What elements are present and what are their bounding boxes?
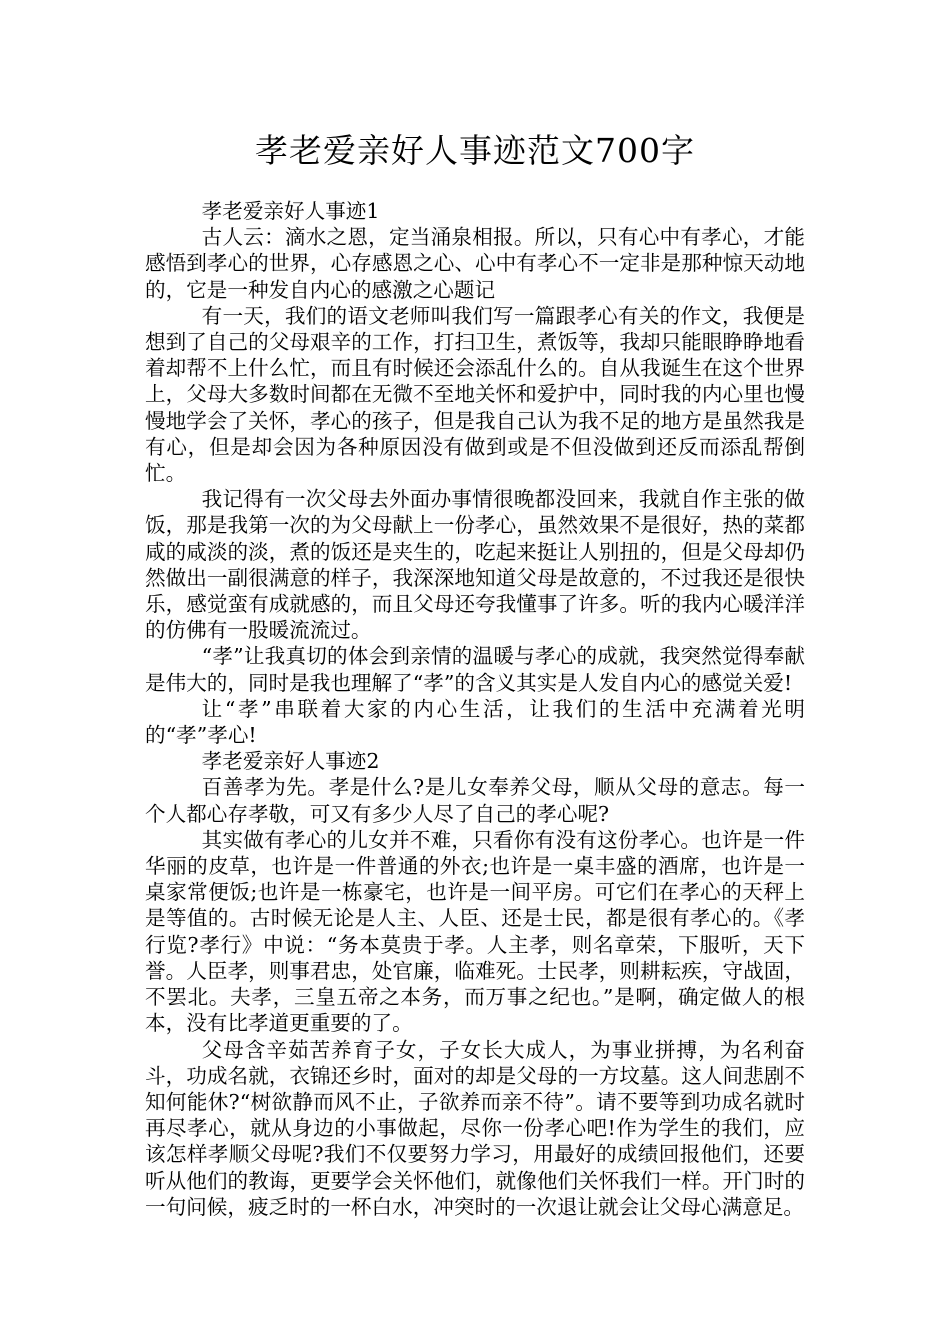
paragraph: 其实做有孝心的儿女并不难，只看你有没有这份孝心。也许是一件华丽的皮草，也许是一件普通的外衣;也许是一桌丰盛的酒席，也许是一桌家常便饭;也许是一栋豪宅，也许是一间平房。可它们在孝心的天秤上是等值的。古时候无论是人主、人臣、还是士民，都是很有孝心的。《孝行览?孝行》中说：“务本莫贵于孝。人主孝，则名章荣，下服听，天下誉。人臣孝，则事君忠，处官廉，临难死。士民孝，则耕耘疾，守战固，不罢北。夫孝，三皇五帝之本务，而万事之纪也。”是啊，确定做人的根本，没有比孝道更重要的了。 — [145, 827, 805, 1036]
paragraph: 父母含辛茹苦养育子女，子女长大成人，为事业拼搏，为名利奋斗，功成名就，衣锦还乡时，面对的却是父母的一方坟墓。这人间悲剧不知何能休?“树欲静而风不止，子欲养而亲不待”。请不要等到功成名就时再尽孝心，就从身边的小事做起，尽你一份孝心吧!作为学生的我们，应该怎样孝顺父母呢?我们不仅要努力学习，用最好的成绩回报他们，还要听从他们的教诲，更要学会关怀他们，就像他们关怀我们一样。开门时的一句问候，疲乏时的一杯白水，冲突时的一次退让就会让父母心满意足。 — [145, 1037, 805, 1219]
paragraph: 我记得有一次父母去外面办事情很晚都没回来，我就自作主张的做饭，那是我第一次的为父母献上一份孝心，虽然效果不是很好，热的菜都咸的咸淡的淡，煮的饭还是夹生的，吃起来挺让人别扭的，但是父母却仍然做出一副很满意的样子，我深深地知道父母是故意的，不过我还是很快乐，感觉蛮有成就感的，而且父母还夸我懂事了许多。听的我内心暖洋洋的仿佛有一股暖流流过。 — [145, 487, 805, 643]
paragraph: 古人云：滴水之恩，定当涌泉相报。所以，只有心中有孝心，才能感悟到孝心的世界，心存感恩之心、心中有孝心不一定非是那种惊天动地的，它是一种发自内心的感激之心题记 — [145, 225, 805, 302]
document-body — [145, 198, 805, 1220]
paragraph: “孝”让我真切的体会到亲情的温暖与孝心的成就，我突然觉得奉献是伟大的，同时是我也理解了“孝”的含义其实是人发自内心的感觉关爱! — [145, 644, 805, 695]
paragraph: 让“孝”串联着大家的内心生活，让我们的生活中充满着光明的“孝”孝心! — [145, 696, 805, 748]
document-title: 孝老爱亲好人事迹范文700字 — [255, 131, 695, 170]
section-heading: 孝老爱亲好人事迹1 — [201, 199, 380, 223]
paragraph: 有一天，我们的语文老师叫我们写一篇跟孝心有关的作文，我便是想到了自己的父母艰辛的工作，打扫卫生，煮饭等，我却只能眼睁睁地看着却帮不上什么忙，而且有时候还会添乱什么的。自从我诞生在这个世界上，父母大多数时间都在无微不至地关怀和爱护中，同时我的内心里也慢慢地学会了关怀，孝心的孩子，但是我自己认为我不足的地方是虽然我是有心，但是却会因为各种原因没有做到或是不但没做到还反而添乱帮倒忙。 — [145, 303, 805, 486]
paragraph: 百善孝为先。孝是什么?是儿女奉养父母，顺从父母的意志。每一个人都心存孝敬，可又有多少人尽了自己的孝心呢? — [145, 775, 805, 826]
section-heading: 孝老爱亲好人事迹2 — [201, 749, 380, 774]
